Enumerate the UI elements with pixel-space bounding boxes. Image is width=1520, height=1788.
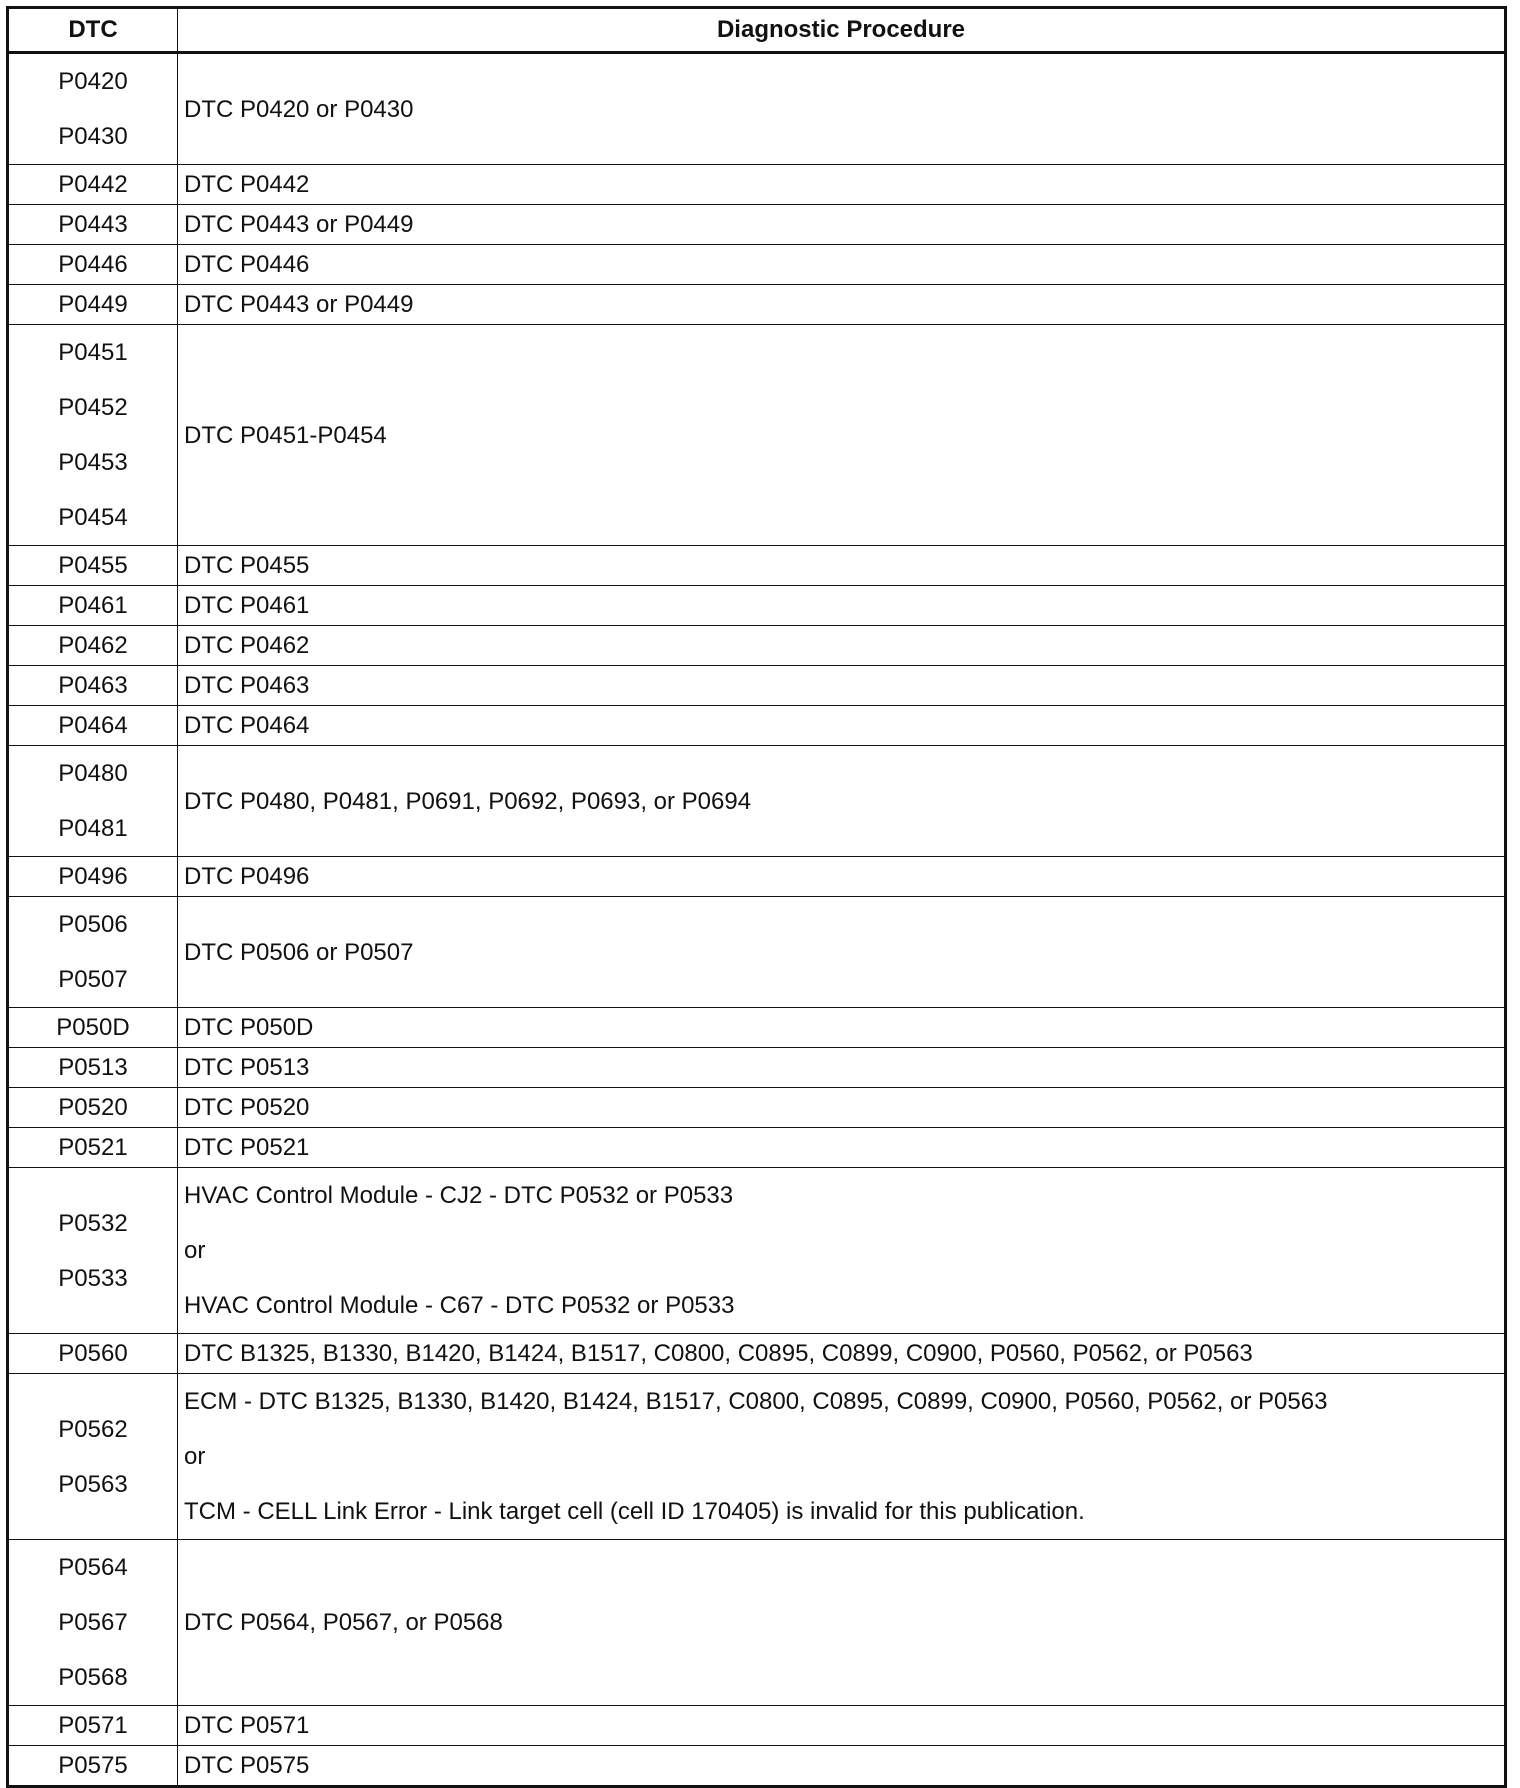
procedure-cell <box>178 626 1506 666</box>
procedure-text: DTC P0455 <box>184 552 310 579</box>
dtc-code-cell <box>8 1706 178 1746</box>
dtc-code: P0564 <box>58 1554 128 1581</box>
dtc-code-cell <box>8 857 178 897</box>
table-row <box>8 205 1506 245</box>
dtc-code-cell <box>8 1128 178 1168</box>
table-row <box>8 325 1506 546</box>
procedure-cell <box>178 285 1506 325</box>
dtc-code: P0560 <box>58 1340 128 1367</box>
table-row <box>8 285 1506 325</box>
dtc-code: P0571 <box>58 1712 128 1739</box>
dtc-code-cell <box>8 1374 178 1540</box>
table-row <box>8 1168 1506 1334</box>
procedure-cell <box>178 857 1506 897</box>
table-row <box>8 666 1506 706</box>
procedure-text: or <box>184 1443 206 1470</box>
dtc-code: P0507 <box>58 966 128 993</box>
dtc-code-cell <box>8 546 178 586</box>
procedure-column-header: Diagnostic Procedure <box>178 8 1506 53</box>
dtc-code: P0562 <box>58 1415 128 1443</box>
dtc-code-cell <box>8 1168 178 1334</box>
procedure-text: DTC P0496 <box>184 863 310 890</box>
dtc-code: P0420 <box>58 68 128 95</box>
dtc-code: P0520 <box>58 1094 128 1121</box>
dtc-code-cell <box>8 1008 178 1048</box>
dtc-code-cell <box>8 586 178 626</box>
procedure-cell <box>178 1374 1506 1540</box>
table-row <box>8 1334 1506 1374</box>
dtc-procedure-table <box>6 6 1507 1788</box>
procedure-cell <box>178 325 1506 546</box>
table-row <box>8 1088 1506 1128</box>
dtc-code: P0452 <box>58 394 128 421</box>
procedure-text: or <box>184 1237 206 1264</box>
table-row <box>8 706 1506 746</box>
dtc-code: P0430 <box>58 123 128 150</box>
table-row <box>8 1048 1506 1088</box>
dtc-code: P0463 <box>58 672 128 699</box>
dtc-code: P0563 <box>58 1470 128 1498</box>
dtc-code: P0481 <box>58 815 128 842</box>
dtc-code: P0532 <box>58 1209 128 1237</box>
procedure-cell <box>178 53 1506 165</box>
procedure-cell <box>178 1048 1506 1088</box>
table-body <box>8 53 1506 1787</box>
dtc-code: P0575 <box>58 1752 128 1779</box>
dtc-code: P0462 <box>58 632 128 659</box>
procedure-text: DTC P0480, P0481, P0691, P0692, P0693, or P0694 <box>184 787 752 815</box>
table-row <box>8 165 1506 205</box>
table-row <box>8 1128 1506 1168</box>
dtc-code: P0451 <box>58 339 128 366</box>
procedure-text: DTC P0461 <box>184 592 310 619</box>
procedure-cell <box>178 1168 1506 1334</box>
table-row <box>8 245 1506 285</box>
table-row <box>8 1746 1506 1787</box>
procedure-text: HVAC Control Module - C67 - DTC P0532 or P0533 <box>184 1292 735 1319</box>
procedure-cell <box>178 586 1506 626</box>
table-row <box>8 53 1506 165</box>
dtc-code: P0442 <box>58 171 128 198</box>
table-row <box>8 546 1506 586</box>
procedure-cell <box>178 245 1506 285</box>
dtc-code: P0446 <box>58 251 128 278</box>
dtc-code: P0568 <box>58 1664 128 1691</box>
dtc-code: P0443 <box>58 211 128 238</box>
table-row <box>8 857 1506 897</box>
table-header-row <box>8 8 1506 53</box>
table-row <box>8 1706 1506 1746</box>
dtc-code: P0513 <box>58 1054 128 1081</box>
dtc-code: P0533 <box>58 1264 128 1292</box>
dtc-code-cell <box>8 53 178 165</box>
dtc-code-cell <box>8 706 178 746</box>
dtc-code-cell <box>8 165 178 205</box>
dtc-code-cell <box>8 897 178 1008</box>
procedure-cell <box>178 666 1506 706</box>
procedure-text: DTC P0464 <box>184 712 310 739</box>
dtc-code-cell <box>8 1746 178 1787</box>
table-row <box>8 586 1506 626</box>
dtc-code: P0454 <box>58 504 128 531</box>
dtc-code: P0453 <box>58 449 128 476</box>
dtc-code: P0480 <box>58 760 128 787</box>
dtc-code-cell <box>8 325 178 546</box>
procedure-text: DTC P0451-P0454 <box>184 421 387 449</box>
procedure-cell <box>178 1540 1506 1706</box>
dtc-code: P0455 <box>58 552 128 579</box>
dtc-code: P0506 <box>58 911 128 938</box>
procedure-cell <box>178 205 1506 245</box>
dtc-code-cell <box>8 1334 178 1374</box>
procedure-text: DTC P0463 <box>184 672 310 699</box>
procedure-text: DTC P0506 or P0507 <box>184 938 414 966</box>
procedure-text: DTC P0520 <box>184 1094 310 1121</box>
procedure-cell <box>178 1746 1506 1787</box>
procedure-text: DTC P0513 <box>184 1054 310 1081</box>
procedure-cell <box>178 1706 1506 1746</box>
procedure-text: DTC P0564, P0567, or P0568 <box>184 1609 503 1636</box>
procedure-cell <box>178 165 1506 205</box>
procedure-cell <box>178 1128 1506 1168</box>
procedure-text: DTC P0442 <box>184 171 310 198</box>
table-row <box>8 626 1506 666</box>
procedure-text: DTC P0521 <box>184 1134 310 1161</box>
table-row <box>8 1540 1506 1706</box>
procedure-text: ECM - DTC B1325, B1330, B1420, B1424, B1517, C0800, C0895, C0899, C0900, P0560, P0562, or P0563 <box>184 1388 1328 1415</box>
table-row <box>8 897 1506 1008</box>
dtc-code: P050D <box>56 1014 130 1041</box>
procedure-text: DTC P0443 or P0449 <box>184 291 414 318</box>
procedure-cell <box>178 1334 1506 1374</box>
procedure-text: DTC P0575 <box>184 1752 310 1779</box>
table-row <box>8 746 1506 857</box>
dtc-code-cell <box>8 626 178 666</box>
dtc-code-cell <box>8 245 178 285</box>
procedure-text: HVAC Control Module - CJ2 - DTC P0532 or P0533 <box>184 1182 734 1209</box>
procedure-cell <box>178 897 1506 1008</box>
dtc-code: P0521 <box>58 1134 128 1161</box>
dtc-code-cell <box>8 205 178 245</box>
procedure-text: DTC P0462 <box>184 632 310 659</box>
dtc-code: P0567 <box>58 1609 128 1636</box>
procedure-text: DTC P0443 or P0449 <box>184 211 414 238</box>
procedure-text: DTC P0420 or P0430 <box>184 95 414 123</box>
dtc-code-cell <box>8 666 178 706</box>
procedure-cell <box>178 1008 1506 1048</box>
procedure-cell <box>178 1088 1506 1128</box>
procedure-text: DTC P050D <box>184 1014 314 1041</box>
procedure-text: DTC B1325, B1330, B1420, B1424, B1517, C0800, C0895, C0899, C0900, P0560, P0562, or P0563 <box>184 1340 1253 1367</box>
table-row <box>8 1374 1506 1540</box>
dtc-code-cell <box>8 1088 178 1128</box>
dtc-code-cell <box>8 285 178 325</box>
procedure-cell <box>178 706 1506 746</box>
procedure-text: TCM - CELL Link Error - Link target cell (cell ID 170405) is invalid for this publication. <box>184 1498 1085 1525</box>
dtc-code: P0461 <box>58 592 128 619</box>
dtc-code: P0464 <box>58 712 128 739</box>
table-row <box>8 1008 1506 1048</box>
dtc-code-cell <box>8 1048 178 1088</box>
procedure-text: DTC P0571 <box>184 1712 310 1739</box>
dtc-code-cell <box>8 746 178 857</box>
procedure-cell <box>178 746 1506 857</box>
dtc-code: P0449 <box>58 291 128 318</box>
dtc-column-header: DTC <box>8 8 178 53</box>
dtc-code-cell <box>8 1540 178 1706</box>
dtc-code: P0496 <box>58 863 128 890</box>
procedure-text: DTC P0446 <box>184 251 310 278</box>
procedure-cell <box>178 546 1506 586</box>
